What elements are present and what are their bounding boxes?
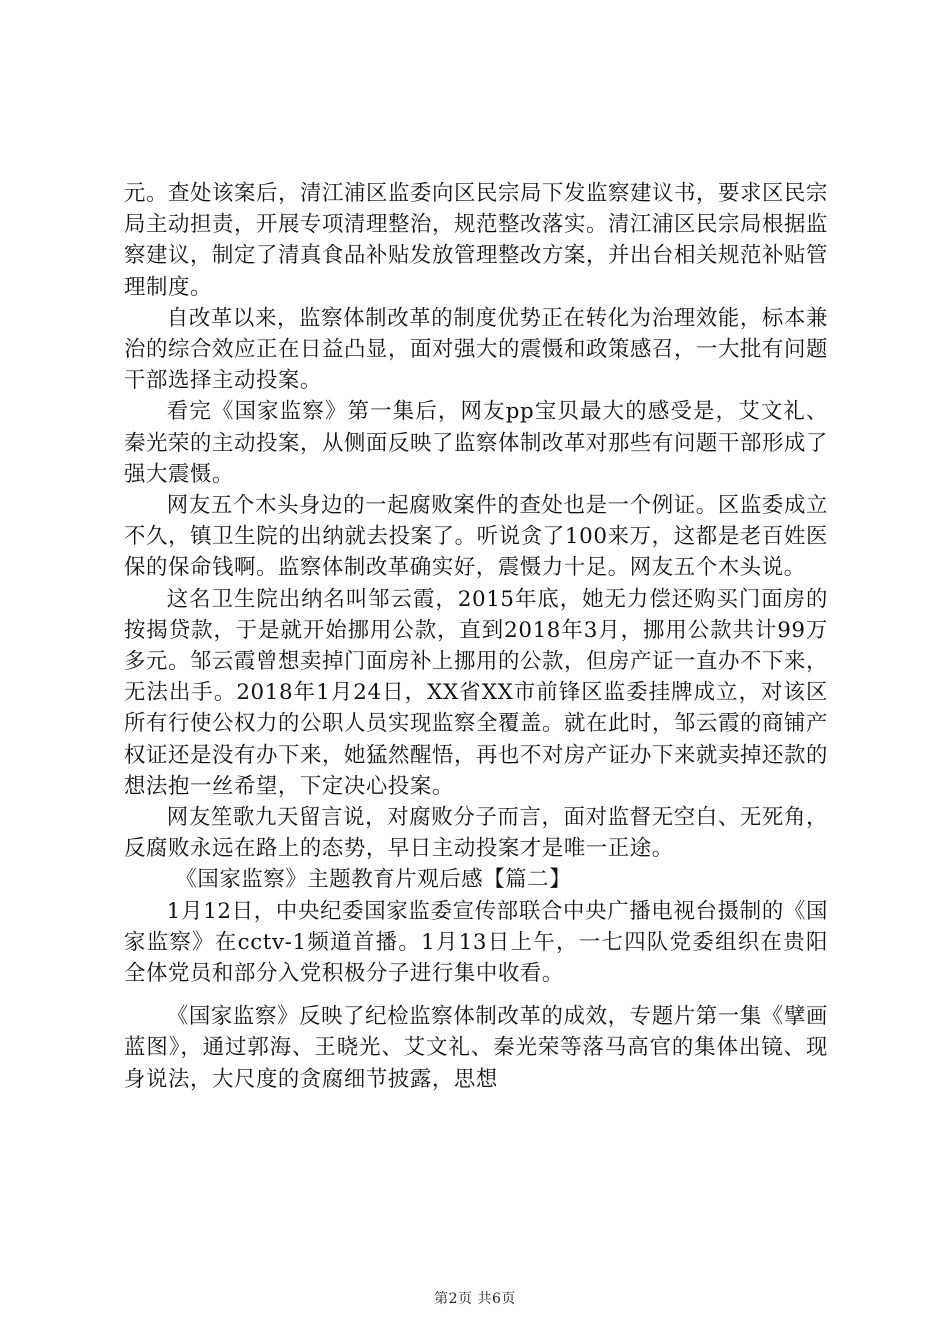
paragraph-4: 网友五个木头身边的一起腐败案件的查处也是一个例证。区监委成立不久，镇卫生院的出纳就去投案了。听说贪了100来万，这都是老百姓医保的保命钱啊。监察体制改革确实好，震慑力十足。网友五个木头说。: [124, 493, 828, 581]
paragraph-5: 这名卫生院出纳名叫邹云霞，2015年底，她无力偿还购买门面房的按揭贷款，于是就开始挪用公款，直到2018年3月，挪用公款共计99万多元。邹云霞曾想卖掉门面房补上挪用的公款，但房产证一直办不下来，无法出手。2018年1月24日，XX省XX市前锋区监委挂牌成立，对该区所有行使公权力的公职人员实现监察全覆盖。就在此时，邹云霞的商铺产权证还是没有办下来，她猛然醒悟，再也不对房产证办下来就卖掉还款的想法抱一丝希望，下定决心投案。: [124, 586, 828, 799]
section-paragraph-2: 《国家监察》反映了纪检监察体制改革的成效，专题片第一集《擘画蓝图》，通过郭海、王晓光、艾文礼、秦光荣等落马高官的集体出镜、现身说法，大尺度的贪腐细节披露，思想: [124, 1004, 828, 1092]
document-body: [124, 178, 828, 1095]
page-number-footer: 第2页 共6页: [434, 1291, 516, 1307]
section-heading: 《国家监察》主题教育片观后感【篇二】: [175, 867, 572, 893]
paragraph-2: 自改革以来，监察体制改革的制度优势正在转化为治理效能，标本兼治的综合效应正在日益凸显，面对强大的震慑和政策感召，一大批有问题干部选择主动投案。: [124, 305, 828, 394]
section-paragraph-1: 1月12日，中央纪委国家监委宣传部联合中央广播电视台摄制的《国家监察》在cctv-1频道首播。1月13日上午，一七四队党委组织在贵阳全体党员和部分入党积极分子进行集中收看。: [124, 898, 828, 987]
paragraph-6: 网友笙歌九天留言说，对腐败分子而言，面对监督无空白、无死角，反腐败永远在路上的态势，早日主动投案才是唯一正途。: [124, 805, 828, 862]
paragraph-1: 元。查处该案后，清江浦区监委向区民宗局下发监察建议书，要求区民宗局主动担责，开展专项清理整治，规范整改落实。清江浦区民宗局根据监察建议，制定了清真食品补贴发放管理整改方案，并出台相关规范补贴管理制度。: [124, 181, 828, 300]
paragraph-3: 看完《国家监察》第一集后，网友pp宝贝最大的感受是，艾文礼、秦光荣的主动投案，从侧面反映了监察体制改革对那些有问题干部形成了强大震慑。: [124, 399, 828, 487]
